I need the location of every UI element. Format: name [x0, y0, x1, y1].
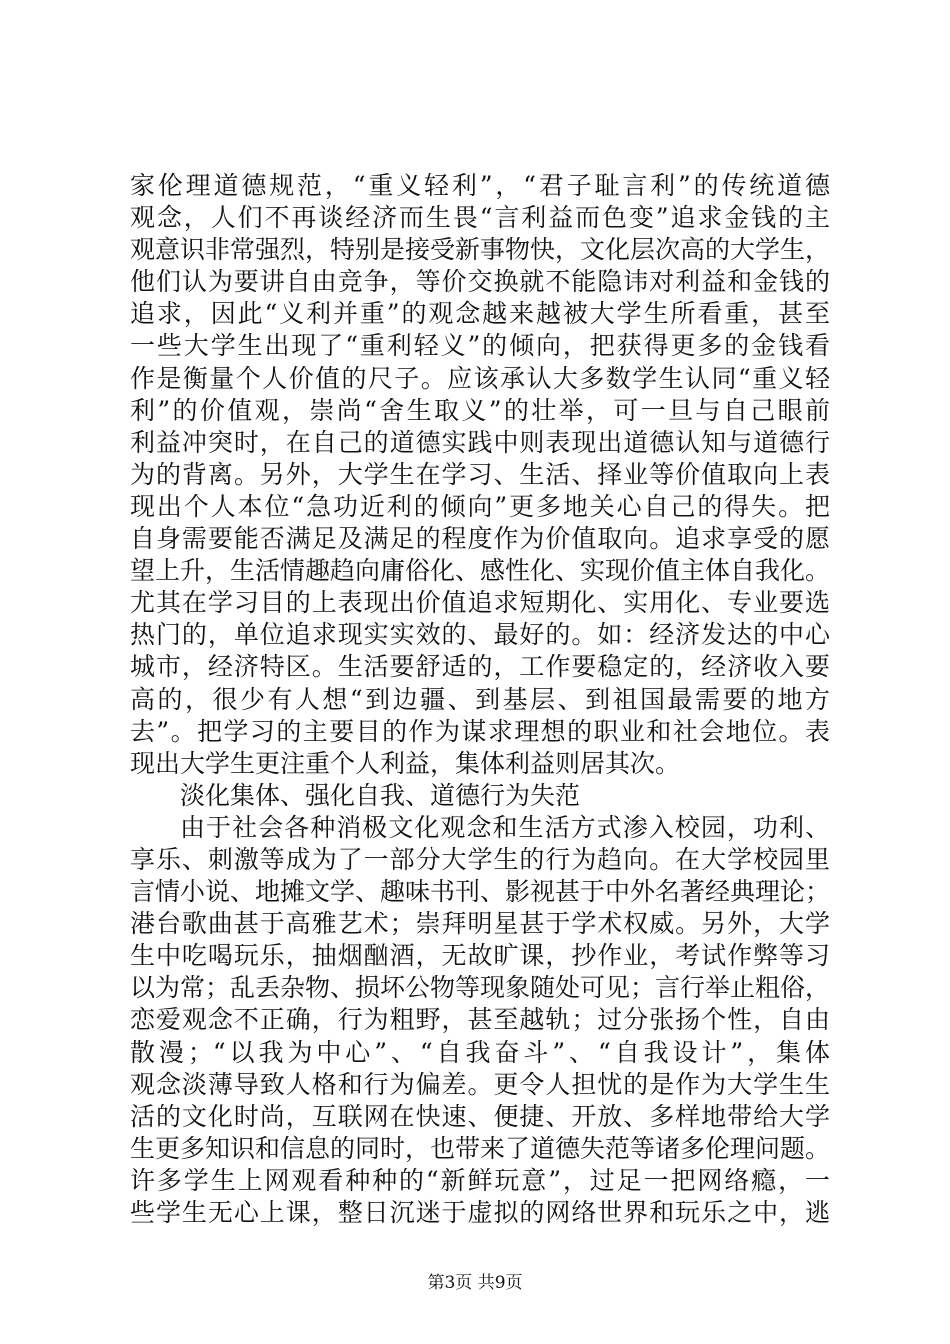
- text-line: 利益冲突时，在自己的道德实践中则表现出道德认知与道德行: [130, 427, 830, 457]
- body-text: [130, 170, 830, 1229]
- text-line: 观念，人们不再谈经济而生畏“言利益而色变”追求金钱的主: [130, 203, 830, 233]
- text-line: 生更多知识和信息的同时，也带来了道德失范等诸多伦理问题。: [130, 1133, 830, 1163]
- text-line: 自身需要能否满足及满足的程度作为价值取向。追求享受的愿: [130, 524, 830, 554]
- text-line: 现出大学生更注重个人利益，集体利益则居其次。: [130, 748, 681, 778]
- text-line: 去”。把学习的主要目的作为谋求理想的职业和社会地位。表: [130, 716, 830, 746]
- page-number-label: 第3页 共9页: [427, 1273, 523, 1293]
- text-line: 利”的价值观，崇尚“舍生取义”的壮举，可一旦与自己眼前: [130, 395, 830, 425]
- text-line: 高的，很少有人想“到边疆、到基层、到祖国最需要的地方: [130, 684, 830, 714]
- text-line: 追求，因此“义利并重”的观念越来越被大学生所看重，甚至: [130, 299, 830, 329]
- text-line: 观念淡薄导致人格和行为偏差。更令人担忧的是作为大学生生: [130, 1069, 830, 1099]
- text-line: 恋爱观念不正确，行为粗野，甚至越轨；过分张扬个性，自由: [130, 1005, 830, 1035]
- text-line: 散漫；“以我为中心”、“自我奋斗”、“自我设计”，集体: [130, 1037, 830, 1067]
- section-heading: 淡化集体、强化自我、道德行为失范: [180, 780, 581, 810]
- text-line: 望上升，生活情趣趋向庸俗化、感性化、实现价值主体自我化。: [130, 556, 830, 586]
- text-line: 城市，经济特区。生活要舒适的，工作要稳定的，经济收入要: [130, 652, 830, 682]
- text-line: 为的背离。另外，大学生在学习、生活、择业等价值取向上表: [130, 459, 830, 489]
- text-line: 观意识非常强烈，特别是接受新事物快，文化层次高的大学生，: [130, 235, 830, 265]
- text-line: 由于社会各种消极文化观念和生活方式渗入校园，功利、: [180, 812, 830, 842]
- text-line: 现出个人本位“急功近利的倾向”更多地关心自己的得失。把: [130, 491, 830, 521]
- text-line: 些学生无心上课，整日沉迷于虚拟的网络世界和玩乐之中，逃: [130, 1198, 830, 1227]
- text-line: 作是衡量个人价值的尺子。应该承认大多数学生认同“重义轻: [130, 363, 830, 393]
- text-line: 他们认为要讲自由竞争，等价交换就不能隐讳对利益和金钱的: [130, 267, 830, 297]
- text-line: 享乐、刺激等成为了一部分大学生的行为趋向。在大学校园里: [130, 844, 830, 874]
- text-line: 言情小说、地摊文学、趣味书刊、影视甚于中外名著经典理论；: [130, 877, 830, 907]
- text-line: 活的文化时尚，互联网在快速、便捷、开放、多样地带给大学: [130, 1101, 830, 1131]
- page-footer: [0, 1272, 950, 1294]
- text-line: 热门的，单位追求现实实效的、最好的。如：经济发达的中心: [130, 620, 830, 650]
- text-line: 尤其在学习目的上表现出价值追求短期化、实用化、专业要选: [130, 588, 830, 618]
- text-line: 港台歌曲甚于高雅艺术；崇拜明星甚于学术权威。另外，大学: [130, 909, 830, 939]
- text-line: 以为常；乱丢杂物、损坏公物等现象随处可见；言行举止粗俗，: [130, 973, 830, 1003]
- text-line: 家伦理道德规范，“重义轻利”，“君子耻言利”的传统道德: [130, 171, 830, 200]
- text-line: 一些大学生出现了“重利轻义”的倾向，把获得更多的金钱看: [130, 331, 830, 361]
- text-line: 生中吃喝玩乐，抽烟酗酒，无故旷课，抄作业，考试作弊等习: [130, 941, 830, 971]
- text-line: 许多学生上网观看种种的“新鲜玩意”，过足一把网络瘾，一: [130, 1165, 830, 1195]
